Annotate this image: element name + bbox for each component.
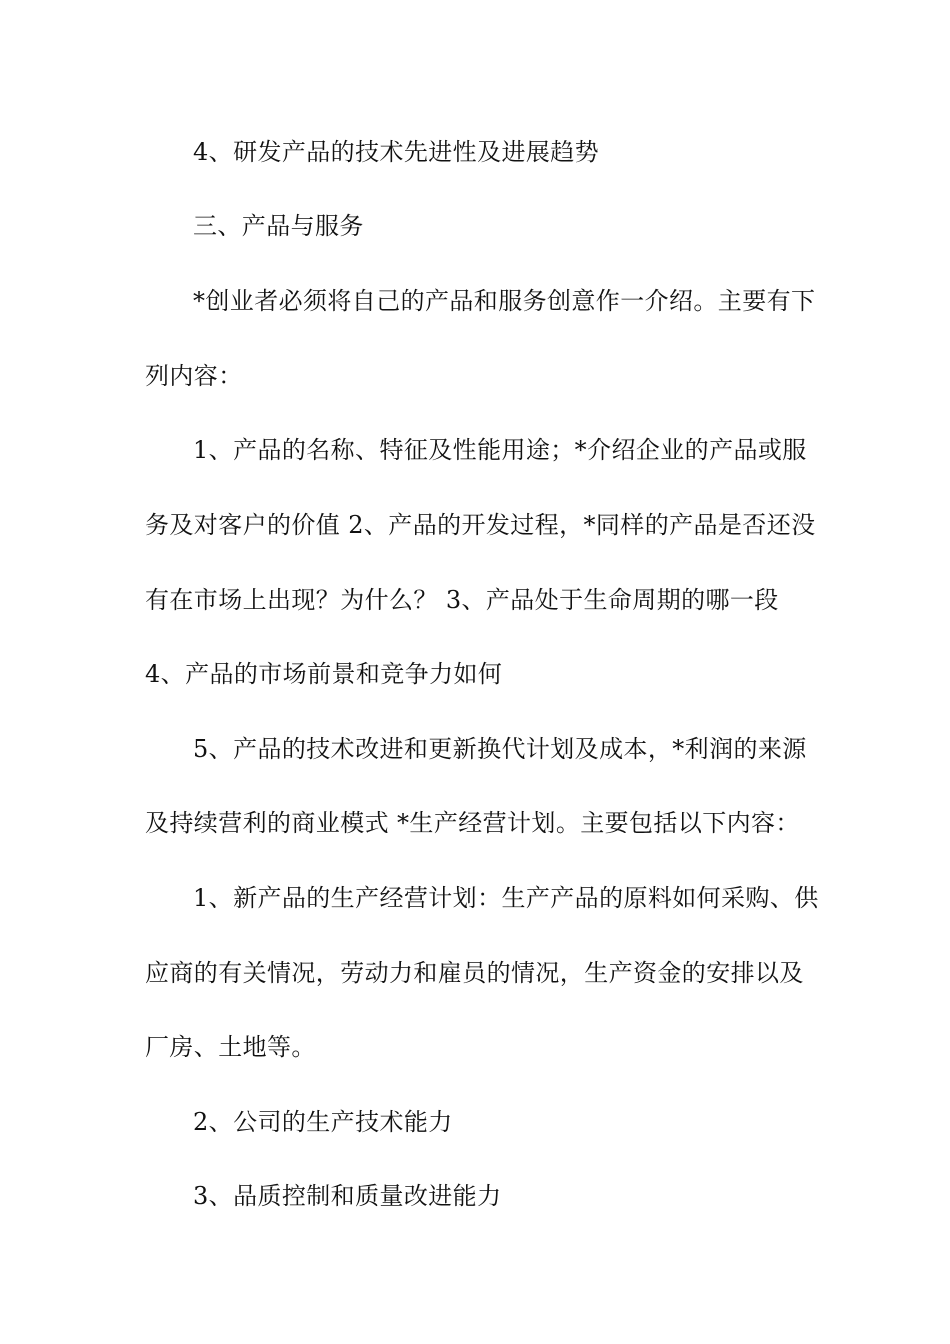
list-item-product-name: 1、产品的名称、特征及性能用途；*介绍企业的产品或服 [193,436,807,464]
list-item-tech-capability: 2、公司的生产技术能力 [193,1108,453,1136]
paragraph-line-intro-cont: 列内容： [145,362,243,390]
section-heading-products-services: 三、产品与服务 [193,212,364,240]
list-item-lifecycle: 有在市场上出现？为什么？ 3、产品处于生命周期的哪一段 [145,586,779,614]
list-item-production-plan-end: 厂房、土地等。 [145,1033,316,1061]
list-item-market-outlook: 4、产品的市场前景和竞争力如何 [145,660,503,688]
list-item-tech-improvement: 5、产品的技术改进和更新换代计划及成本，*利润的来源 [193,735,807,763]
paragraph-line-intro: *创业者必须将自己的产品和服务创意作一介绍。主要有下 [193,287,816,315]
list-item-quality-control: 3、品质控制和质量改进能力 [193,1182,502,1210]
list-item-production-plan-cont: 应商的有关情况，劳动力和雇员的情况，生产资金的安排以及 [145,959,804,987]
list-item-product-name-cont: 务及对客户的价值 2、产品的开发过程，*同样的产品是否还没 [145,511,816,539]
list-item-tech-improvement-cont: 及持续营利的商业模式 *生产经营计划。主要包括以下内容： [145,809,800,837]
paragraph-line-rd-trend: 4、研发产品的技术先进性及进展趋势 [193,138,600,166]
list-item-production-plan: 1、新产品的生产经营计划：生产产品的原料如何采购、供 [193,884,819,912]
